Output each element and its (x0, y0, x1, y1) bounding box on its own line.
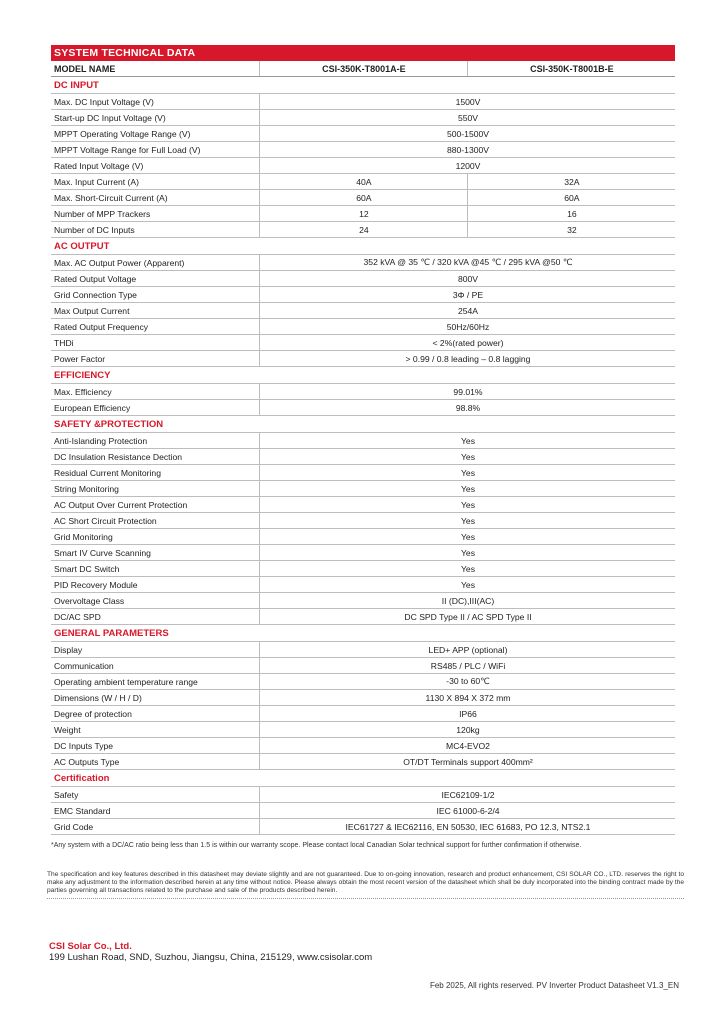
spec-value: -30 to 60℃ (260, 674, 676, 690)
section-title: EFFICIENCY (51, 367, 675, 384)
section-header (51, 625, 675, 642)
model-name-b: CSI-350K-T8001B-E (467, 61, 675, 77)
spec-label: Max. Efficiency (51, 384, 260, 400)
spec-value: > 0.99 / 0.8 leading – 0.8 lagging (260, 351, 676, 367)
spec-row (51, 110, 675, 126)
spec-row (51, 593, 675, 609)
spec-row (51, 384, 675, 400)
spec-value-b: 60A (467, 190, 675, 206)
spec-value: Yes (260, 497, 676, 513)
spec-value: 120kg (260, 722, 676, 738)
spec-value: Yes (260, 465, 676, 481)
spec-value-b: 32A (467, 174, 675, 190)
spec-row (51, 577, 675, 593)
company-name: CSI Solar Co., Ltd. (49, 941, 132, 952)
spec-label: Max. Short-Circuit Current (A) (51, 190, 260, 206)
spec-row (51, 449, 675, 465)
spec-row (51, 754, 675, 770)
spec-value: II (DC),III(AC) (260, 593, 676, 609)
spec-row (51, 738, 675, 754)
spec-value-b: 16 (467, 206, 675, 222)
spec-value: Yes (260, 481, 676, 497)
model-label: MODEL NAME (51, 61, 260, 77)
spec-value-a: 60A (260, 190, 468, 206)
spec-label: Max. AC Output Power (Apparent) (51, 255, 260, 271)
spec-row (51, 158, 675, 174)
company-address: 199 Lushan Road, SND, Suzhou, Jiangsu, China, 215129, www.csisolar.com (49, 952, 373, 963)
section-title: AC OUTPUT (51, 238, 675, 255)
spec-value: MC4-EVO2 (260, 738, 676, 754)
spec-row (51, 545, 675, 561)
spec-row (51, 513, 675, 529)
spec-label: EMC Standard (51, 803, 260, 819)
spec-value: < 2%(rated power) (260, 335, 676, 351)
spec-label: Residual Current Monitoring (51, 465, 260, 481)
spec-label: Overvoltage Class (51, 593, 260, 609)
spec-row (51, 255, 675, 271)
section-title: Certification (51, 770, 675, 787)
spec-label: Rated Output Frequency (51, 319, 260, 335)
spec-label: Number of MPP Trackers (51, 206, 260, 222)
spec-label: European Efficiency (51, 400, 260, 416)
spec-value: IEC61727 & IEC62116, EN 50530, IEC 61683, PO 12.3, NTS2.1 (260, 819, 676, 835)
spec-row (51, 690, 675, 706)
spec-label: Safety (51, 787, 260, 803)
spec-row (51, 497, 675, 513)
spec-sheet (51, 45, 675, 835)
spec-label: AC Short Circuit Protection (51, 513, 260, 529)
spec-row (51, 658, 675, 674)
spec-value: RS485 / PLC / WiFi (260, 658, 676, 674)
spec-label: Anti-Islanding Protection (51, 433, 260, 449)
footer-text: Feb 2025, All rights reserved. PV Inverter Product Datasheet V1.3_EN (429, 981, 679, 990)
spec-value: OT/DT Terminals support 400mm² (260, 754, 676, 770)
section-title: SAFETY &PROTECTION (51, 416, 675, 433)
spec-row (51, 433, 675, 449)
section-title-bar: SYSTEM TECHNICAL DATA (51, 45, 675, 61)
spec-value: DC SPD Type II / AC SPD Type II (260, 609, 676, 625)
spec-row (51, 303, 675, 319)
model-row (51, 61, 675, 77)
spec-row (51, 271, 675, 287)
spec-label: AC Outputs Type (51, 754, 260, 770)
spec-value: Yes (260, 449, 676, 465)
section-header (51, 770, 675, 787)
spec-label: Grid Connection Type (51, 287, 260, 303)
spec-label: DC/AC SPD (51, 609, 260, 625)
spec-row (51, 609, 675, 625)
spec-value-b: 32 (467, 222, 675, 238)
spec-value: IP66 (260, 706, 676, 722)
spec-row (51, 126, 675, 142)
spec-row (51, 642, 675, 658)
spec-row (51, 190, 675, 206)
spec-value: 1200V (260, 158, 676, 174)
spec-value: IEC 61000-6-2/4 (260, 803, 676, 819)
spec-row (51, 481, 675, 497)
spec-row (51, 206, 675, 222)
spec-label: Weight (51, 722, 260, 738)
spec-value: Yes (260, 561, 676, 577)
spec-label: AC Output Over Current Protection (51, 497, 260, 513)
spec-label: Rated Input Voltage (V) (51, 158, 260, 174)
spec-row (51, 819, 675, 835)
spec-label: Rated Output Voltage (51, 271, 260, 287)
spec-row (51, 787, 675, 803)
spec-label: PID Recovery Module (51, 577, 260, 593)
spec-row (51, 174, 675, 190)
spec-value: Yes (260, 577, 676, 593)
spec-row (51, 465, 675, 481)
spec-label: Grid Monitoring (51, 529, 260, 545)
spec-row (51, 335, 675, 351)
section-title: DC INPUT (51, 77, 675, 94)
spec-label: Display (51, 642, 260, 658)
spec-row (51, 803, 675, 819)
warranty-footnote: *Any system with a DC/AC ratio being less than 1.5 is within our warranty scope. Please contact local Canadian Solar technical support for further confirmation if otherwise. (51, 842, 582, 849)
spec-label: Operating ambient temperature range (51, 674, 260, 690)
spec-label: DC Insulation Resistance Dection (51, 449, 260, 465)
section-header (51, 238, 675, 255)
disclaimer-text: The specification and key features described in this datasheet may deviate slightly and are not guaranteed. Due to on-going innovation, research and product enhancement, CSI SOLAR CO., LTD. reserves the right to make any adjustment to the information described herein at any time without notice. Please always obtain the most recent version of the datasheet which shall be duly incorporated into the binding contract made by the parties governing all transactions related to the purchase and sale of the products described herein. (47, 871, 684, 899)
spec-row (51, 529, 675, 545)
spec-row (51, 674, 675, 690)
spec-value: 800V (260, 271, 676, 287)
spec-value-a: 12 (260, 206, 468, 222)
spec-value: 3Φ / PE (260, 287, 676, 303)
spec-value: 254A (260, 303, 676, 319)
section-title: GENERAL PARAMETERS (51, 625, 675, 642)
spec-value: 880-1300V (260, 142, 676, 158)
section-header (51, 77, 675, 94)
spec-value: 500-1500V (260, 126, 676, 142)
spec-label: DC Inputs Type (51, 738, 260, 754)
spec-label: Communication (51, 658, 260, 674)
spec-value: 1500V (260, 94, 676, 110)
spec-value: Yes (260, 513, 676, 529)
spec-row (51, 94, 675, 110)
spec-table-body (51, 61, 675, 835)
spec-value: 99.01% (260, 384, 676, 400)
spec-row (51, 722, 675, 738)
spec-row (51, 706, 675, 722)
spec-label: MPPT Operating Voltage Range (V) (51, 126, 260, 142)
spec-row (51, 142, 675, 158)
spec-value: 1130 X 894 X 372 mm (260, 690, 676, 706)
spec-label: Max. Input Current (A) (51, 174, 260, 190)
spec-label: Smart IV Curve Scanning (51, 545, 260, 561)
spec-row (51, 351, 675, 367)
section-header (51, 367, 675, 384)
spec-value: IEC62109-1/2 (260, 787, 676, 803)
spec-label: String Monitoring (51, 481, 260, 497)
spec-value: 550V (260, 110, 676, 126)
spec-label: Start-up DC Input Voltage (V) (51, 110, 260, 126)
spec-label: Power Factor (51, 351, 260, 367)
spec-value: Yes (260, 545, 676, 561)
spec-value: Yes (260, 529, 676, 545)
spec-row (51, 561, 675, 577)
spec-value-a: 40A (260, 174, 468, 190)
spec-value-a: 24 (260, 222, 468, 238)
spec-label: Degree of protection (51, 706, 260, 722)
spec-row (51, 400, 675, 416)
spec-label: Dimensions (W / H / D) (51, 690, 260, 706)
spec-row (51, 287, 675, 303)
spec-label: Max. DC Input Voltage (V) (51, 94, 260, 110)
spec-value: 50Hz/60Hz (260, 319, 676, 335)
spec-label: Number of DC Inputs (51, 222, 260, 238)
spec-label: MPPT Voltage Range for Full Load (V) (51, 142, 260, 158)
spec-value: 98.8% (260, 400, 676, 416)
spec-value: LED+ APP (optional) (260, 642, 676, 658)
spec-label: THDi (51, 335, 260, 351)
spec-value: Yes (260, 433, 676, 449)
spec-row (51, 222, 675, 238)
model-name-a: CSI-350K-T8001A-E (260, 61, 468, 77)
spec-label: Grid Code (51, 819, 260, 835)
spec-label: Smart DC Switch (51, 561, 260, 577)
spec-row (51, 319, 675, 335)
section-header (51, 416, 675, 433)
spec-value: 352 kVA @ 35 ℃ / 320 kVA @45 ℃ / 295 kVA @50 ℃ (260, 255, 676, 271)
spec-table (51, 61, 675, 835)
spec-label: Max Output Current (51, 303, 260, 319)
